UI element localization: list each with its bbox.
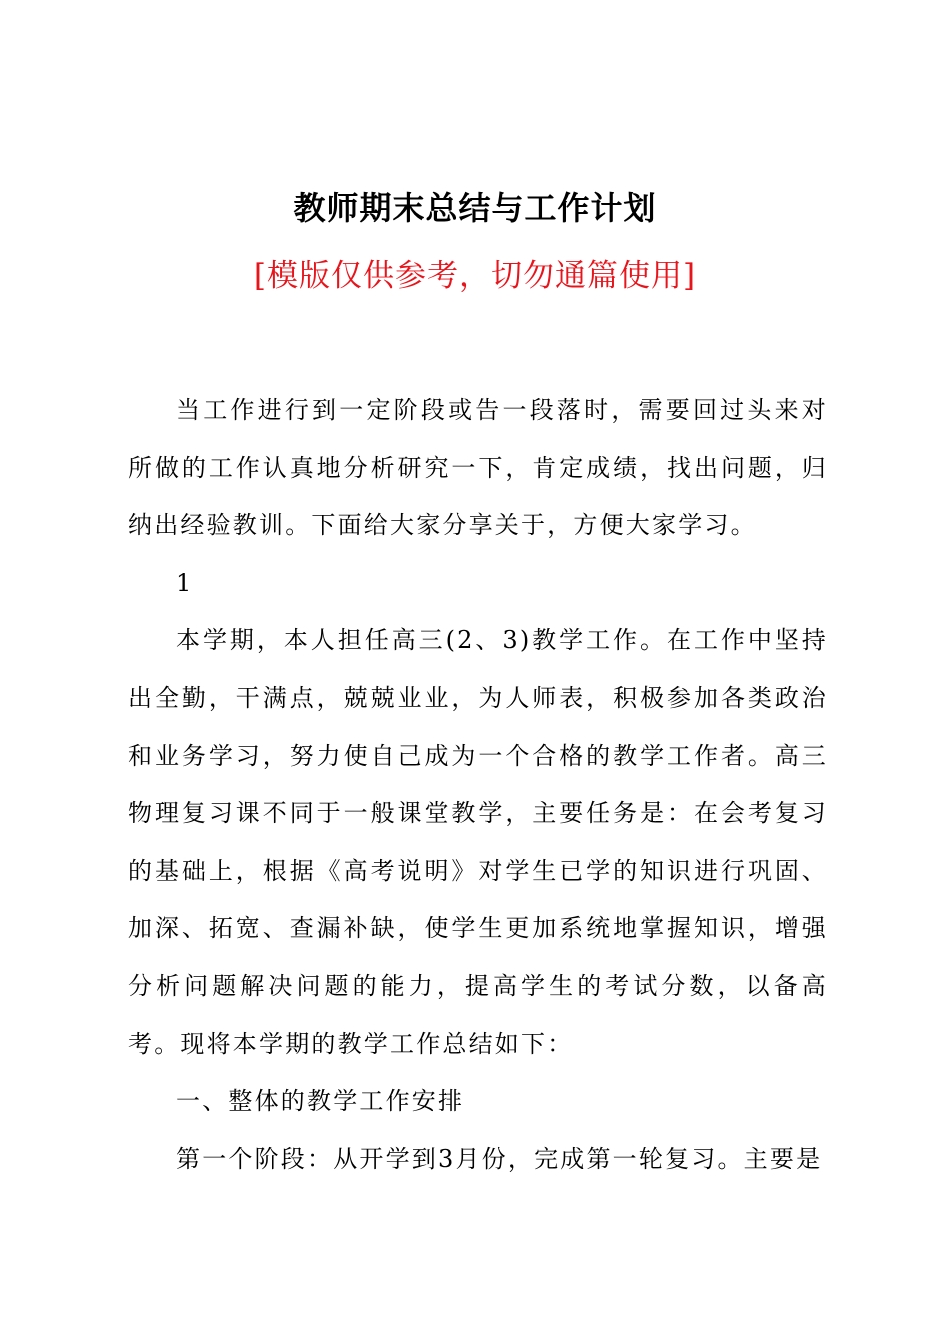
document-body xyxy=(128,382,828,1188)
document-title: 教师期末总结与工作计划 xyxy=(293,189,657,227)
stage-paragraph: 第一个阶段：从开学到3月份，完成第一轮复习。主要是 xyxy=(176,1144,823,1173)
section-heading: 一、整体的教学工作安排 xyxy=(176,1087,465,1116)
template-notice: [模版仅供参考，切勿通篇使用] xyxy=(253,258,697,294)
intro-paragraph: 当工作进行到一定阶段或告一段落时，需要回过头来对所做的工作认真地分析研究一下，肯定成绩，找出问题，归纳出经验教训。下面给大家分享关于，方便大家学习。 xyxy=(128,396,828,540)
summary-paragraph: 本学期，本人担任高三(2、3)教学工作。在工作中坚持出全勤，干满点，兢兢业业，为人师表，积极参加各类政治和业务学习，努力使自己成为一个合格的教学工作者。高三物理复习课不同于一般课堂教学，主要任务是：在会考复习的基础上，根据《高考说明》对学生已学的知识进行巩固、加深、拓宽、查漏补缺，使学生更加系统地掌握知识，增强分析问题解决问题的能力，提高学生的考试分数，以备高考。现将本学期的教学工作总结如下： xyxy=(128,626,828,1058)
section-number: 1 xyxy=(176,568,194,597)
